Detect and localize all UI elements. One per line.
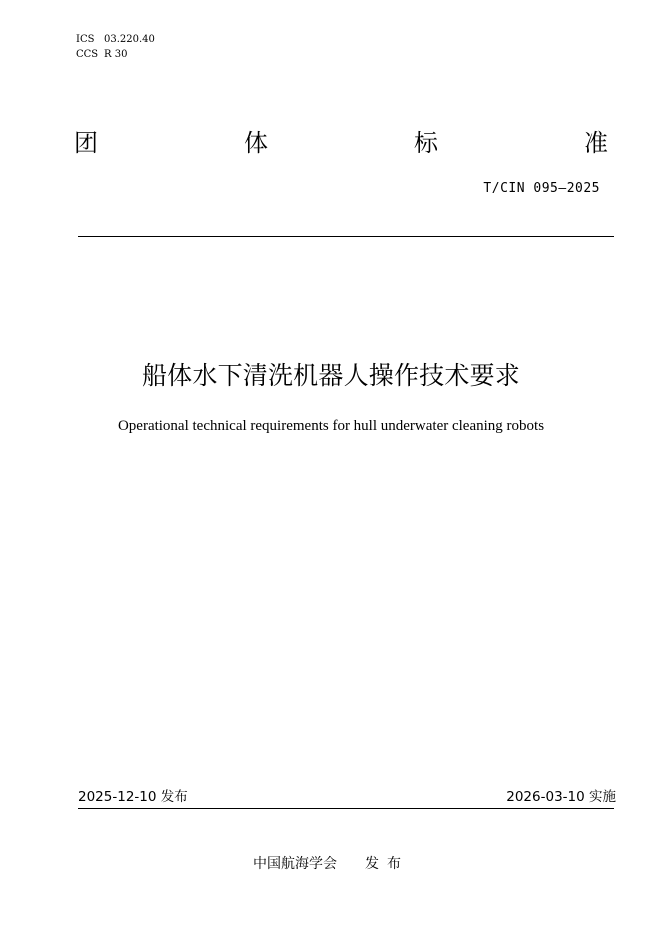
standard-number: T/CIN 095—2025 <box>483 181 600 196</box>
standard-type-heading <box>74 128 608 158</box>
standard-type-char: 准 <box>584 129 608 157</box>
ccs-row <box>76 47 155 62</box>
publisher-name: 中国航海学会 <box>253 856 337 872</box>
ics-value: 03.220.40 <box>104 34 155 45</box>
standard-type-char: 标 <box>414 129 438 157</box>
ics-row <box>76 32 155 47</box>
ccs-label: CCS <box>76 49 99 60</box>
issue-date: 2025-12-10 发布 <box>78 789 188 805</box>
standard-type-char: 团 <box>74 129 98 157</box>
bottom-divider <box>78 808 614 809</box>
publisher-action: 发布 <box>365 856 409 872</box>
implementation-date: 2026-03-10 实施 <box>506 789 616 805</box>
document-title-chinese: 船体水下清洗机器人操作技术要求 <box>141 361 520 390</box>
top-divider <box>78 236 614 237</box>
ics-label: ICS <box>76 34 95 45</box>
publisher-line <box>0 854 662 874</box>
ccs-value: R 30 <box>104 49 128 60</box>
document-title-english: Operational technical requirements for hull underwater cleaning robots <box>117 418 545 434</box>
classification-codes <box>76 32 155 62</box>
standard-type-char: 体 <box>244 129 268 157</box>
